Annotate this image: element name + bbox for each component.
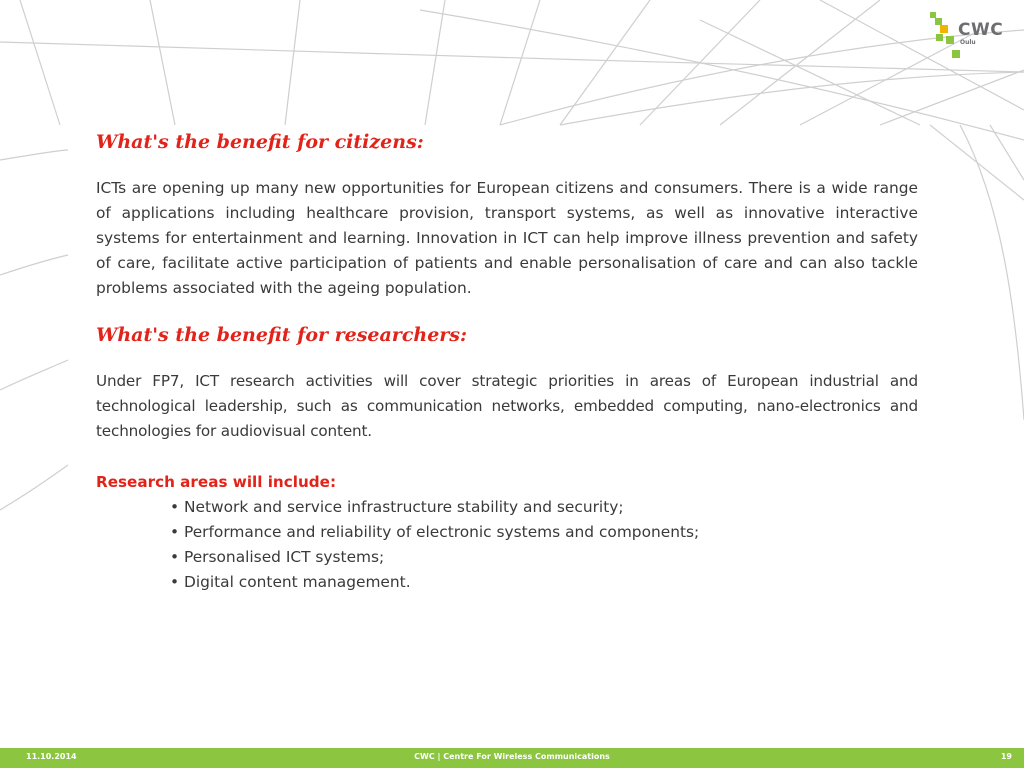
logo-squares-icon	[930, 12, 960, 64]
researchers-heading: What's the benefit for researchers:	[96, 324, 468, 346]
logo-subtitle: Oulu	[960, 39, 976, 46]
footer-date: 11.10.2014	[26, 752, 77, 761]
citizens-paragraph: ICTs are opening up many new opportunities for European citizens and consumers. There is a wide range of applications including healthcare provision, transport systems, as well as innovative interactive systems for entertainment and learning. Innovation in ICT can help improve illness prevention and safety of care, facilitate active participation of patients and enable personalisation of care and can also tackle problems associated with the ageing population.	[96, 179, 918, 297]
page-number: 19	[1000, 752, 1012, 761]
footer-title: CWC | Centre For Wireless Communications	[414, 752, 610, 761]
footer-bar	[0, 748, 1024, 768]
list-item: • Network and service infrastructure stability and security;	[170, 498, 624, 516]
citizens-heading: What's the benefit for citizens:	[96, 131, 424, 153]
slide-content	[96, 130, 918, 595]
logo-text: CWC	[958, 20, 1004, 40]
list-item: • Digital content management.	[170, 573, 411, 591]
list-item: • Performance and reliability of electronic systems and components;	[170, 523, 700, 541]
cwc-logo	[930, 12, 1014, 64]
researchers-paragraph: Under FP7, ICT research activities will cover strategic priorities in areas of European industrial and technological leadership, such as communication networks, embedded computing, nano-electronics and technologies for audiovisual content.	[96, 372, 918, 440]
research-areas-list	[96, 495, 918, 595]
research-areas-heading: Research areas will include:	[96, 473, 337, 491]
list-item: • Personalised ICT systems;	[170, 548, 385, 566]
